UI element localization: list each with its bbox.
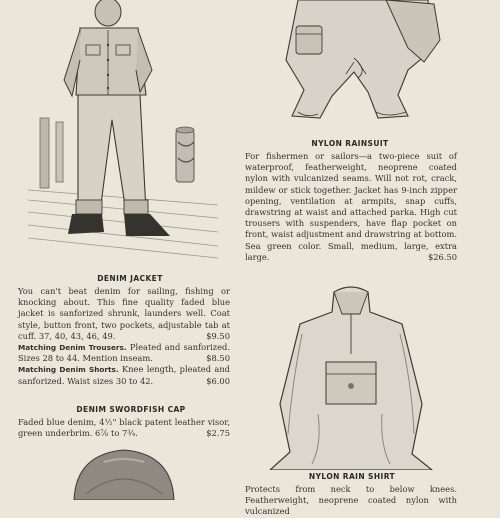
nylon-rainsuit-price: $26.50 bbox=[427, 251, 457, 262]
shorts-lead: Matching Denim Shorts. bbox=[18, 365, 119, 375]
nylon-rainsuit-illustration bbox=[258, 0, 448, 130]
nylon-rain-shirt-description bbox=[245, 484, 457, 518]
denim-jacket-price: $9.50 bbox=[206, 330, 230, 341]
nylon-rain-shirt-desc: Protects from neck to below knees. Featherweight, neoprene coated nylon with vulcanized bbox=[245, 484, 457, 517]
swordfish-cap-illustration bbox=[64, 444, 184, 500]
trousers-price: $8.50 bbox=[206, 353, 230, 364]
trousers-desc: Pleated and sanforized. Sizes 28 to 44. Mention inseam. bbox=[18, 342, 230, 364]
denim-jacket-illustration bbox=[28, 0, 218, 272]
denim-jacket-description bbox=[18, 286, 230, 387]
shorts-price: $6.00 bbox=[206, 375, 230, 386]
nylon-rainsuit-desc: For fishermen or sailors—a two-piece suit of waterproof, featherweight, neoprene coated nylon with vulcanized seams. Will not rot, crack, mildew or stick together. Jacket has 9-inch zipper opening, ventilation at armpits, snap cuffs, drawstring at waist and attached parka. High cut trousers with suspenders, have flap pocket on front, waist adjustment and drawstring at bottom. Sea green color. Small, medium, large, extra large. bbox=[245, 151, 457, 262]
swordfish-cap-title: DENIM SWORDFISH CAP bbox=[76, 405, 186, 414]
shorts-desc: Knee length, pleated and sanforized. Waist sizes 30 to 42. bbox=[18, 364, 230, 386]
denim-jacket-desc: You can't beat denim for sailing, fishing or knocking about. This fine quality faded blue jacket is sanforized shrunk, launders well. Coat style, button front, two pockets, adjustable tab at cuff. 37, 40, 43, 46, 49. bbox=[18, 286, 230, 341]
nylon-rain-shirt-title: NYLON RAIN SHIRT bbox=[308, 472, 396, 481]
denim-jacket-title: DENIM JACKET bbox=[97, 274, 163, 283]
trousers-lead: Matching Denim Trousers. bbox=[18, 343, 127, 353]
swordfish-cap-desc: Faded blue denim, 4½" black patent leather visor, green underbrim. 6⅞ to 7¾. bbox=[18, 417, 230, 439]
nylon-rain-shirt-illustration bbox=[262, 284, 440, 470]
swordfish-cap-description bbox=[18, 417, 230, 439]
nylon-rainsuit-description bbox=[245, 151, 457, 263]
nylon-rainsuit-title: NYLON RAINSUIT bbox=[311, 139, 389, 148]
swordfish-cap-price: $2.75 bbox=[206, 428, 230, 439]
